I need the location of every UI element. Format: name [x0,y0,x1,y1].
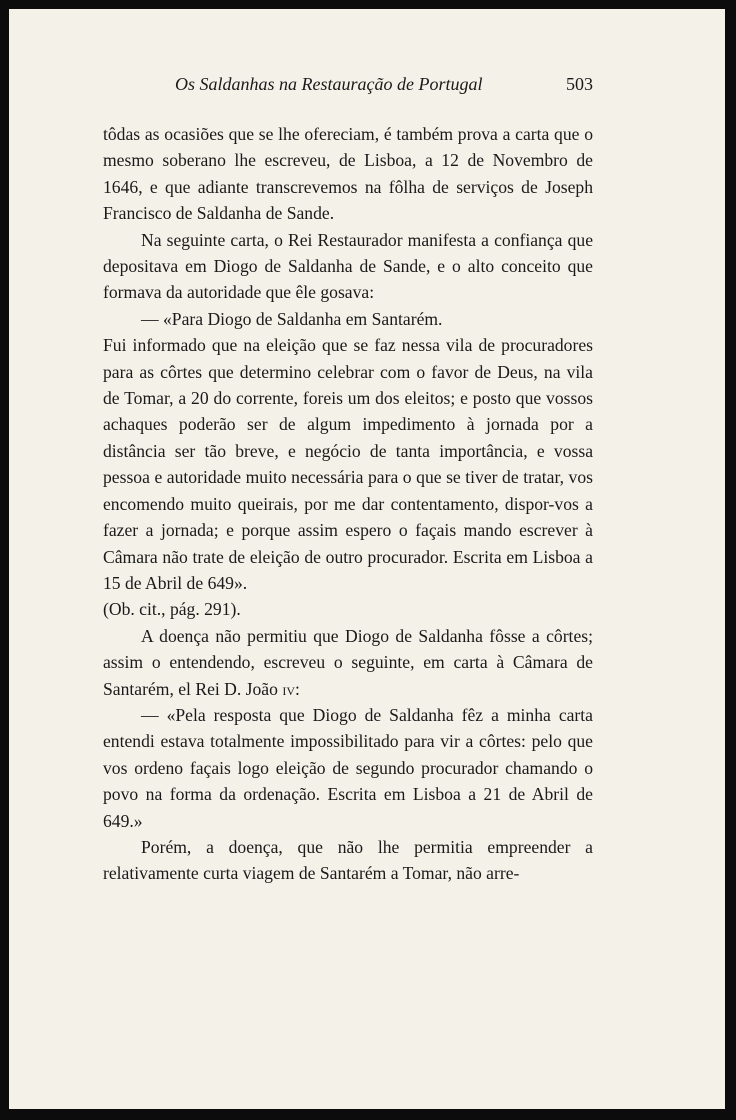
running-head [103,69,593,99]
body-text [103,121,593,887]
book-page [9,9,725,1109]
page-content [103,69,593,887]
colon: : [295,678,300,699]
paragraph-final: Porém, a doença, que não lhe permitia empreender a relativamente curta viagem de Santarém a Tomar, não arre- [103,836,593,884]
page-number: 503 [566,74,593,94]
paragraph-illness [103,623,593,702]
regnal-numeral: iv [282,678,295,699]
letter-body: Fui informado que na eleição que se faz nessa vila de procuradores para as côrtes que determino celebrar com o favor de Deus, na vila de Tomar, a 20 do corrente, foreis um dos eleitos; e posto que vossos achaques poderão ser de algum impedimento à jornada por a distância ser tão breve, e negócio de tanta importância, e vossa pessoa e autoridade muito necessária para o que se tiver de tratar, vos encomendo muito queirais, por me dar contentamento, dispor-vos a fazer a jornada; e porque assim espero o façais mando escrever à Câmara não trate de eleição de outro procurador. Escrita em Lisboa a 15 de Abril de 649». [103,335,593,593]
paragraph-illness-text: A doença não permitiu que Diogo de Saldanha fôsse a côrtes; assim o entendendo, escreveu o seguinte, em carta à Câmara de Santarém, el Rei D. João [103,625,593,699]
letter-address: — «Para Diogo de Saldanha em Santarém. [141,308,443,329]
running-title: Os Saldanhas na Restauração de Portugal [175,74,483,94]
second-letter: — «Pela resposta que Diogo de Saldanha fêz a minha carta entendi estava totalmente impossibilitado para vir a côrtes: pelo que vos ordeno façais logo eleição de segundo procurador chamando o povo na forma da ordenação. Escrita em Lisboa a 21 de Abril de 649.» [103,704,593,831]
paragraph-continuation: tôdas as ocasiões que se lhe ofereciam, é também prova a carta que o mesmo soberano lhe escreveu, de Lisboa, a 12 de Novembro de 1646, e que adiante transcrevemos na fôlha de serviços de Joseph Francisco de Saldanha de Sande. [103,124,593,224]
citation: (Ob. cit., pág. 291). [103,599,241,620]
paragraph-intro-letter: Na seguinte carta, o Rei Restaurador manifesta a confiança que depositava em Diogo de Saldanha de Sande, e o alto conceito que formava da autoridade que êle gosava: [103,229,593,303]
